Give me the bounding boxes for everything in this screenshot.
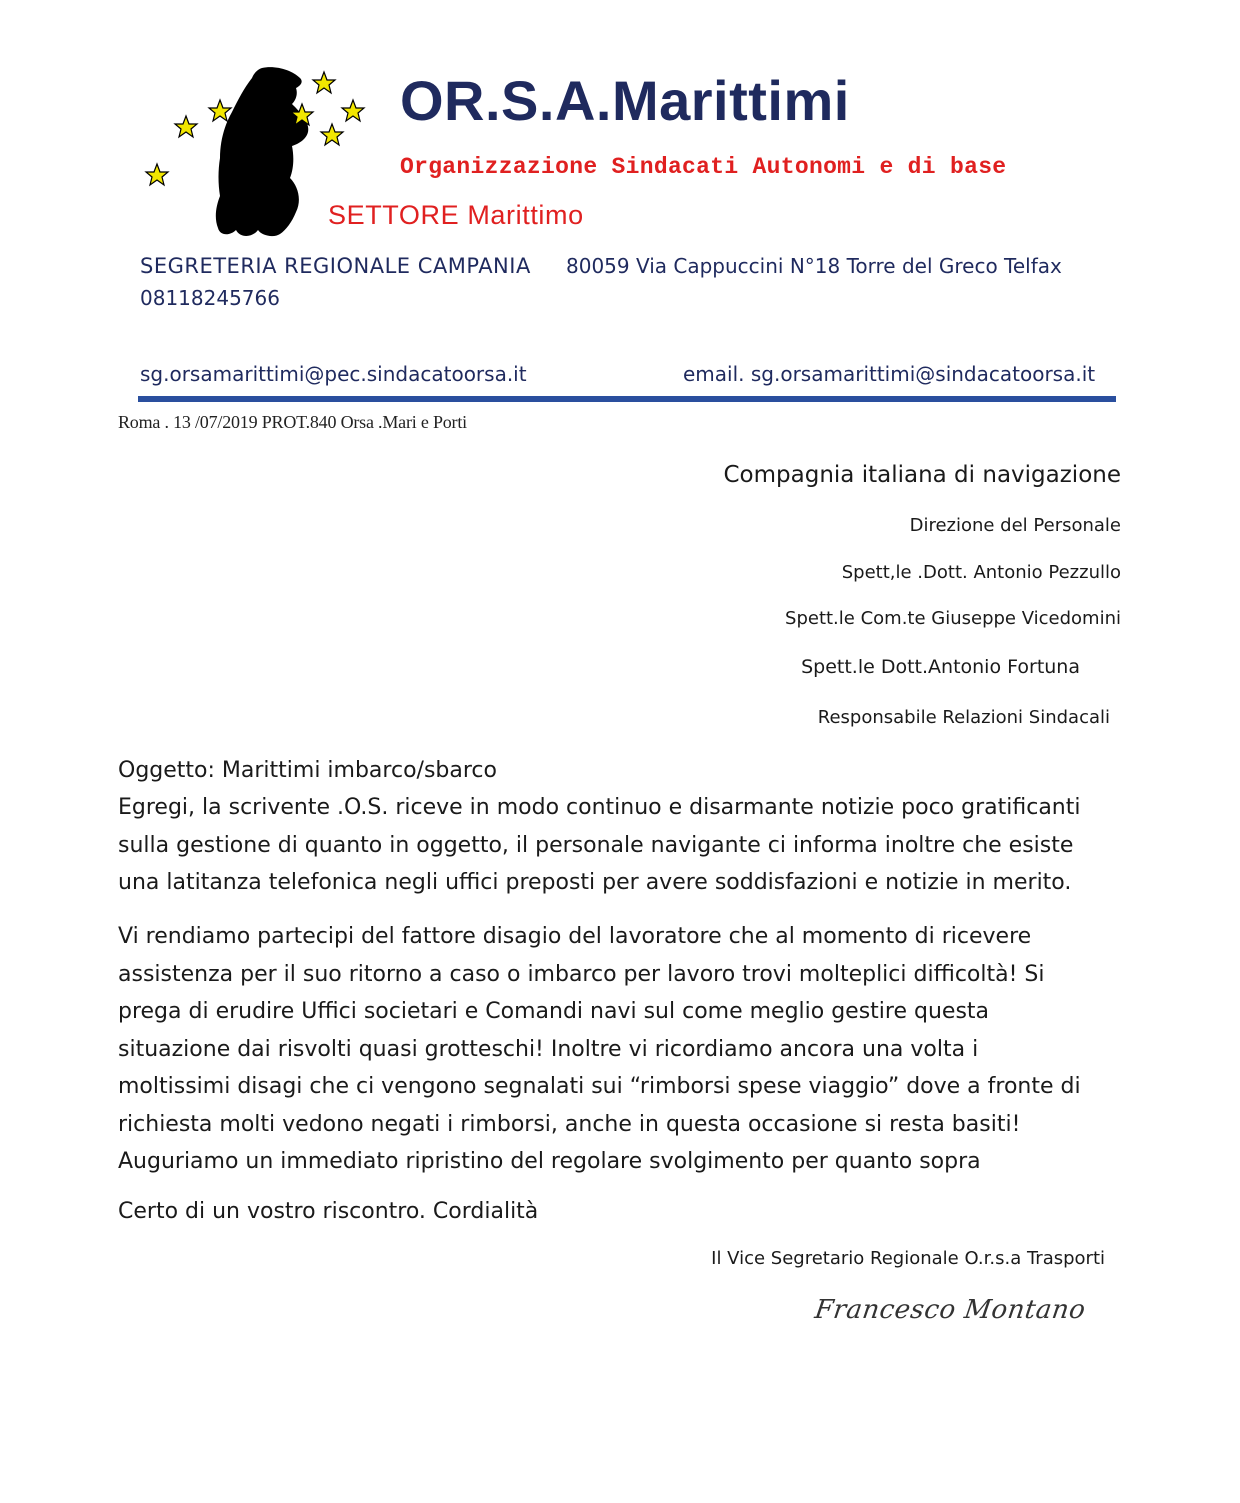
letter-closing (118, 1193, 1128, 1231)
paragraph-line: sulla gestione di quanto in oggetto, il personale navigante ci informa inoltre che esiste (118, 832, 1074, 858)
star-icon (209, 100, 231, 121)
handwritten-signature: Francesco Montano (812, 1295, 1088, 1325)
paragraph-line: Egregi, la scrivente .O.S. riceve in modo continuo e disarmante notizie poco gratificanti (118, 795, 1081, 820)
protocol-line: Roma . 13 /07/2019 PROT.840 Orsa .Mari e Porti (118, 412, 467, 432)
email-address: email. sg.orsamarittimi@sindacatoorsa.it (683, 362, 1096, 386)
sector-label: SETTORE Marittimo (328, 200, 584, 230)
paragraph-line: richiesta molti vedono negati i rimborsi, anche in questa occasione si resta basiti! (118, 1111, 1021, 1137)
letter-subject (118, 752, 1128, 790)
paragraph-line: una latitanza telefonica negli uffici preposti per avere soddisfazioni e notizie in merito. (118, 870, 1072, 895)
paragraph-line: assistenza per il suo ritorno a caso o imbarco per lavoro trovi molteplici difficoltà! Si (118, 961, 1045, 987)
org-subtitle: Organizzazione Sindacati Autonomi e di base (400, 154, 1007, 180)
star-icon (321, 124, 343, 145)
recipient-line: Spett.le Dott.Antonio Fortuna (801, 656, 1080, 678)
closing-text: Certo di un vostro riscontro. Cordialità (118, 1199, 539, 1224)
org-title: OR.S.A.Marittimi (400, 69, 850, 132)
recipient-department: Direzione del Personale (909, 515, 1121, 536)
pec-address: sg.orsamarittimi@pec.sindacatoorsa.it (140, 362, 527, 386)
paragraph-line: Auguriamo un immediato ripristino del regolare svolgimento per quanto sopra (118, 1149, 981, 1174)
paragraph-line: situazione dai risvolti quasi grotteschi! Inoltre vi ricordiamo ancora una volta i (118, 1036, 979, 1062)
recipient-line: Spett.le Com.te Giuseppe Vicedomini (785, 608, 1121, 629)
recipient-line: Spett,le .Dott. Antonio Pezzullo (841, 562, 1121, 583)
star-icon (342, 100, 364, 121)
header-divider (138, 396, 1116, 402)
signatory-title: Il Vice Segretario Regionale O.r.s.a Trasporti (711, 1248, 1105, 1269)
letter-paragraph-1 (118, 789, 1128, 902)
paragraph-line: moltissimi disagi che ci vengono segnalati sui “rimborsi spese viaggio” dove a fronte di (118, 1074, 1081, 1099)
paragraph-line: Vi rendiamo partecipi del fattore disagio del lavoratore che al momento di ricevere (118, 924, 1032, 949)
star-icon (146, 164, 168, 185)
paragraph-line: prega di erudire Uffici societari e Comandi navi sul come meglio gestire questa (118, 999, 990, 1024)
star-icon (175, 116, 197, 137)
subject-text: Oggetto: Marittimi imbarco/sbarco (118, 758, 497, 783)
letter-paragraph-2 (118, 918, 1128, 1181)
office-phone: 08118245766 (140, 286, 280, 310)
bear-silhouette (216, 67, 308, 236)
recipient-company: Compagnia italiana di navigazione (723, 462, 1121, 488)
office-address: 80059 Via Cappuccini N°18 Torre del Greco Telfax (566, 254, 1062, 278)
regional-office: SEGRETERIA REGIONALE CAMPANIA (140, 254, 531, 278)
recipient-line: Responsabile Relazioni Sindacali (817, 707, 1110, 728)
star-icon (313, 72, 335, 93)
